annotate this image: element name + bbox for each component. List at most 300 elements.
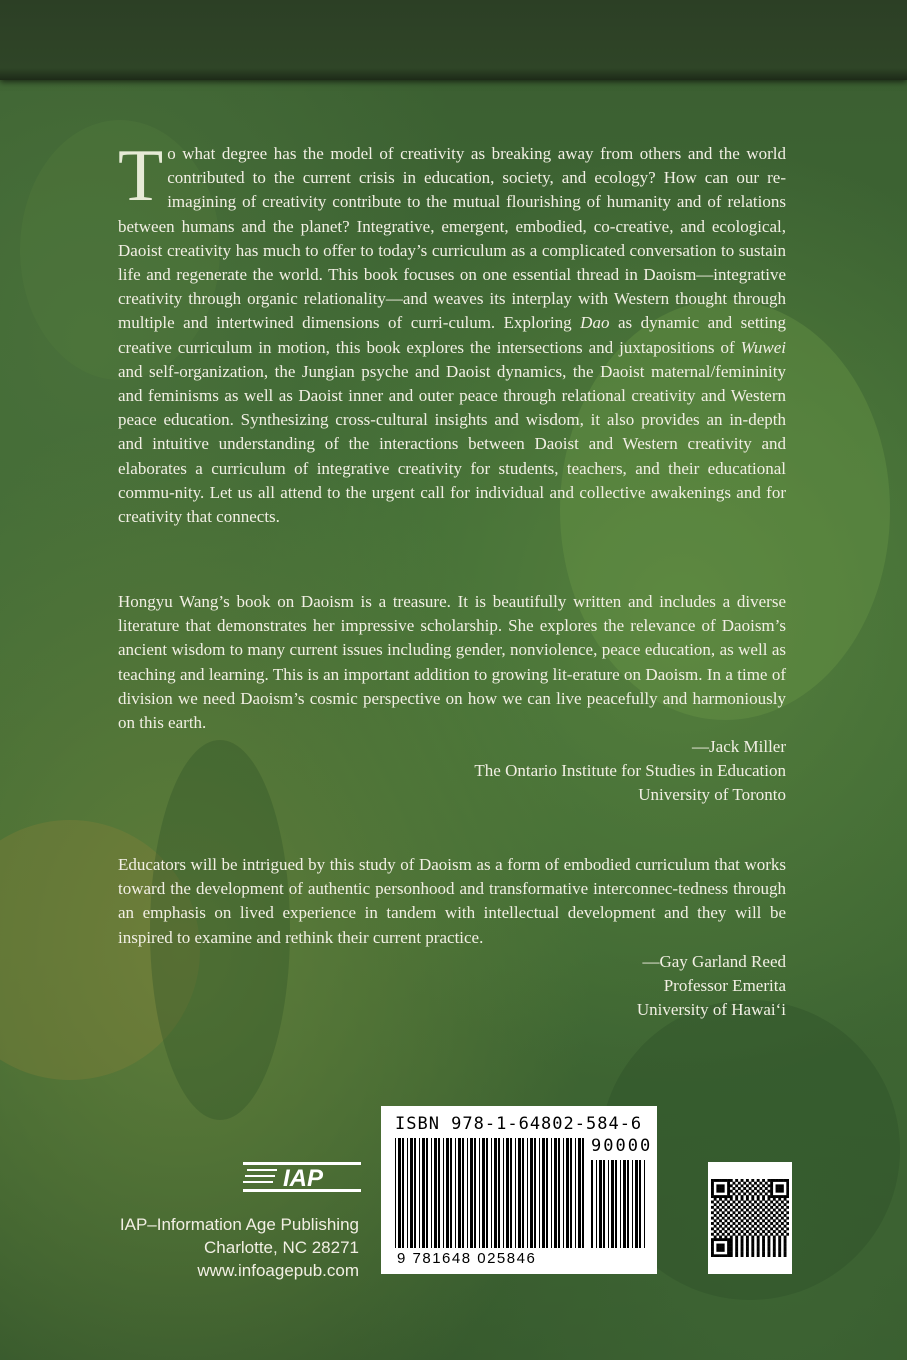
qr-module [773,1230,776,1233]
qr-module [778,1241,781,1244]
qr-module [759,1206,762,1209]
qr-module [784,1244,787,1247]
drop-cap: T [118,135,164,217]
qr-module [724,1195,727,1198]
qr-module [746,1225,749,1228]
qr-module [743,1211,746,1214]
top-band [0,0,907,80]
qr-module [762,1203,765,1206]
barcode-bar [566,1138,569,1248]
qr-module [781,1217,784,1220]
qr-module [741,1214,744,1217]
description-text: and self-organization, the Jungian psyche and Daoist dynamics, the Daoist maternal/femininity and feminisms as well as Daoist inner and outer peace through relational creativity and Western peace education. Synthesizing cross-cultural insights and wisdom, it also provides an in-depth and intuitive understanding of the interactions between Daoist and Western creativity and elaborates a curriculum of integrative creativity for students, teachers, and their educational commu-nity. Let us all attend to the urgent call for individual and collective awakenings and for creativity that connects. [118,361,786,527]
qr-module [724,1219,727,1222]
qr-module [730,1235,733,1238]
qr-module [735,1219,738,1222]
qr-module [767,1235,770,1238]
qr-module [778,1184,781,1187]
barcode-bar [570,1138,572,1248]
qr-module [765,1217,768,1220]
qr-module [786,1217,789,1220]
qr-module [730,1249,733,1252]
description-text: o what degree has the model of creativity as breaking away from others and the world contributed to the current crisis in education, society, and ecology? How can our re-imagining of creativity contribute to the mutual flourishing of humanity and of relations between humans and the planet? Integrative, emergent, embodied, co-creative, and ecological, Daoist creativity has much to offer to today’s curriculum as a complicated conversation to sustain life and regenerate the world. This book focuses on one essential thread in Daoism—integrative creativity through organic relationality—and weaves its interplay with Western thought through multiple and intertwined dimensions of curri-culum. Exploring [118,144,786,333]
qr-module [784,1238,787,1241]
qr-module [714,1195,717,1198]
qr-module [781,1227,784,1230]
qr-module [751,1246,754,1249]
qr-module [776,1206,779,1209]
barcode-bar [419,1138,420,1248]
qr-module [762,1249,765,1252]
qr-module [767,1198,770,1201]
barcode-bar [422,1138,425,1248]
ean-digits: 9 781648 025846 [397,1250,537,1267]
qr-module [741,1179,744,1182]
qr-module [743,1233,746,1236]
qr-module [784,1214,787,1217]
qr-module [757,1214,760,1217]
qr-module [767,1246,770,1249]
qr-module [738,1187,741,1190]
qr-module [784,1246,787,1249]
qr-module [724,1214,727,1217]
qr-module [711,1195,714,1198]
qr-module [762,1219,765,1222]
qr-module [781,1206,784,1209]
logo-text: IAP [283,1165,324,1192]
qr-module [743,1222,746,1225]
qr-module [711,1246,714,1249]
qr-module [759,1187,762,1190]
qr-module [730,1190,733,1193]
qr-module [743,1192,746,1195]
qr-module [757,1179,760,1182]
barcode-bar [611,1160,614,1248]
qr-module [719,1246,722,1249]
barcode-bar [482,1138,485,1248]
barcode-bar [450,1138,452,1248]
qr-module [781,1233,784,1236]
qr-module [776,1227,779,1230]
qr-module [757,1252,760,1255]
qr-module [716,1254,719,1257]
qr-module [730,1179,733,1182]
qr-module [784,1235,787,1238]
qr-module [719,1209,722,1212]
reviewer-affiliation: University of Toronto [638,785,786,805]
qr-module [770,1190,773,1193]
qr-module [727,1211,730,1214]
qr-module [778,1190,781,1193]
qr-module [714,1235,717,1238]
qr-module [776,1195,779,1198]
qr-module [778,1254,781,1257]
qr-module [722,1249,725,1252]
qr-module [754,1211,757,1214]
qr-module [778,1219,781,1222]
qr-module [754,1182,757,1185]
qr-module [767,1184,770,1187]
qr-module [749,1211,752,1214]
qr-module [738,1206,741,1209]
qr-module [762,1198,765,1201]
qr-module [754,1201,757,1204]
qr-module [724,1209,727,1212]
qr-module [749,1187,752,1190]
qr-module [727,1195,730,1198]
qr-module [741,1225,744,1228]
qr-module [730,1219,733,1222]
qr-module [730,1225,733,1228]
qr-module [749,1217,752,1220]
qr-module [770,1233,773,1236]
qr-module [719,1230,722,1233]
qr-module [714,1214,717,1217]
qr-module [733,1201,736,1204]
barcode-bar [426,1138,428,1248]
qr-module [776,1187,779,1190]
barcode-bars [395,1138,585,1248]
qr-module [741,1219,744,1222]
qr-module [733,1187,736,1190]
qr-module [751,1238,754,1241]
qr-module [786,1222,789,1225]
qr-module [754,1222,757,1225]
qr-module [767,1190,770,1193]
description-text: as dynamic and setting creative curriculum in motion, this book explores the intersections and juxtapositions of [118,313,786,357]
qr-module [759,1211,762,1214]
qr-module [714,1254,717,1257]
qr-module [733,1227,736,1230]
qr-module [724,1254,727,1257]
qr-module [762,1214,765,1217]
qr-module [781,1201,784,1204]
qr-module [730,1214,733,1217]
qr-module [722,1233,725,1236]
barcode-bar [398,1138,401,1248]
qr-module [716,1179,719,1182]
qr-module [711,1211,714,1214]
qr-module [770,1179,773,1182]
barcode-bar [635,1160,638,1248]
qr-module [784,1198,787,1201]
qr-module [735,1246,738,1249]
barcode-bar [491,1138,492,1248]
qr-module [730,1252,733,1255]
qr-module [735,1238,738,1241]
qr-module [784,1249,787,1252]
qr-module [757,1230,760,1233]
barcode-bar [615,1160,617,1248]
barcode-bar [575,1138,576,1248]
qr-module [757,1238,760,1241]
qr-module [716,1206,719,1209]
qr-module [738,1192,741,1195]
qr-module [743,1201,746,1204]
review-reed [118,853,786,1022]
qr-module [722,1222,725,1225]
qr-module [776,1233,779,1236]
qr-module [773,1252,776,1255]
qr-module [773,1225,776,1228]
qr-module [716,1201,719,1204]
qr-module [730,1244,733,1247]
qr-module [714,1209,717,1212]
qr-module [719,1184,722,1187]
qr-module [738,1201,741,1204]
qr-module [778,1203,781,1206]
qr-module [724,1230,727,1233]
qr-module [711,1206,714,1209]
barcode-bar [620,1160,621,1248]
qr-module [751,1225,754,1228]
qr-module [784,1252,787,1255]
qr-module [778,1225,781,1228]
qr-module [719,1244,722,1247]
qr-module [778,1214,781,1217]
barcode-bar [599,1160,602,1248]
qr-module [716,1187,719,1190]
qr-module [776,1211,779,1214]
qr-module [733,1182,736,1185]
qr-module [711,1192,714,1195]
qr-module [786,1184,789,1187]
qr-module [751,1198,754,1201]
qr-module [767,1241,770,1244]
qr-module [746,1241,749,1244]
qr-module [716,1190,719,1193]
qr-module [754,1187,757,1190]
qr-module [751,1184,754,1187]
barcode-bar [608,1160,609,1248]
qr-module [765,1187,768,1190]
qr-module [778,1198,781,1201]
qr-module [741,1190,744,1193]
qr-module [757,1254,760,1257]
qr-module [738,1227,741,1230]
qr-module [784,1209,787,1212]
reviewer-title: Professor Emerita [663,975,786,995]
qr-module [751,1209,754,1212]
barcode-bar [455,1138,456,1248]
qr-module [719,1238,722,1241]
qr-module [784,1203,787,1206]
qr-module [776,1217,779,1220]
barcode-bar [563,1138,564,1248]
qr-module [730,1238,733,1241]
qr-module [730,1195,733,1198]
qr-module [722,1211,725,1214]
qr-module [786,1195,789,1198]
barcode-bar [467,1138,468,1248]
barcode-bar [446,1138,449,1248]
barcode-bar [479,1138,480,1248]
barcode-bar [506,1138,509,1248]
qr-module [722,1206,725,1209]
qr-module [784,1230,787,1233]
barcode-bar [627,1160,629,1248]
qr-module [762,1254,765,1257]
qr-module [733,1192,736,1195]
barcode-bar [434,1138,437,1248]
qr-module [738,1233,741,1236]
qr-module [778,1244,781,1247]
qr-module [746,1246,749,1249]
qr-module [714,1198,717,1201]
qr-module [751,1203,754,1206]
qr-module [786,1201,789,1204]
qr-module [784,1179,787,1182]
qr-module [767,1219,770,1222]
qr-module [757,1225,760,1228]
qr-module [719,1187,722,1190]
barcode-bar [578,1138,581,1248]
qr-module [765,1211,768,1214]
qr-module [757,1203,760,1206]
qr-module [727,1206,730,1209]
barcode-bar [522,1138,524,1248]
qr-module [781,1195,784,1198]
qr-module [762,1235,765,1238]
qr-module [781,1184,784,1187]
qr-module [776,1179,779,1182]
barcode-bar [458,1138,461,1248]
qr-module [786,1233,789,1236]
qr-module [751,1219,754,1222]
qr-module [741,1195,744,1198]
book-description [118,135,786,529]
qr-module [735,1249,738,1252]
barcode-bar [470,1138,473,1248]
qr-module [730,1254,733,1257]
qr-module [714,1219,717,1222]
qr-module [746,1230,749,1233]
qr-module [784,1241,787,1244]
qr-module [754,1206,757,1209]
qr-module [786,1179,789,1182]
qr-module [786,1187,789,1190]
qr-module [749,1182,752,1185]
qr-module [722,1187,725,1190]
qr-module [727,1254,730,1257]
qr-module [767,1225,770,1228]
qr-module [735,1179,738,1182]
barcode-bar [603,1160,605,1248]
qr-module [716,1244,719,1247]
qr-module [778,1246,781,1249]
qr-module [716,1233,719,1236]
qr-module [716,1246,719,1249]
qr-module [751,1235,754,1238]
qr-module [773,1195,776,1198]
qr-module [719,1198,722,1201]
qr-module [733,1233,736,1236]
qr-module [735,1254,738,1257]
barcode-bar [431,1138,432,1248]
qr-module [727,1246,730,1249]
qr-module [711,1252,714,1255]
qr-module [786,1190,789,1193]
qr-module [727,1192,730,1195]
qr-module [746,1203,749,1206]
qr-module [757,1184,760,1187]
barcode-bar [407,1138,408,1248]
qr-module [711,1227,714,1230]
isbn-barcode [381,1106,657,1274]
qr-module [741,1203,744,1206]
qr-module [719,1195,722,1198]
qr-module [749,1206,752,1209]
qr-module [767,1209,770,1212]
qr-module [759,1227,762,1230]
qr-module [722,1227,725,1230]
qr-module [767,1179,770,1182]
qr-module [730,1241,733,1244]
qr-module [767,1254,770,1257]
qr-module [743,1182,746,1185]
qr-module [746,1219,749,1222]
reviewer-affiliation: The Ontario Institute for Studies in Education [474,761,786,781]
review-text: Hongyu Wang’s book on Daoism is a treasure. It is beautifully written and includes a diverse literature that demonstrates her impressive scholarship. She explores the relevance of Daoism’s ancient wisdom to many current issues including gender, nonviolence, peace education, as well as teaching and learning. This is an important addition to growing lit-erature on Daoism. In a time of division we need Daoism’s cosmic perspective on how we can live peacefully and harmoniously on this earth. [118,592,786,733]
barcode-bar [596,1160,597,1248]
qr-module [751,1230,754,1233]
qr-module [749,1227,752,1230]
qr-module [746,1249,749,1252]
qr-module [719,1225,722,1228]
qr-module [765,1182,768,1185]
qr-module [770,1227,773,1230]
qr-module [776,1190,779,1193]
qr-module [773,1198,776,1201]
qr-module [749,1201,752,1204]
qr-module [770,1195,773,1198]
qr-code-pattern [711,1179,789,1257]
qr-module [722,1246,725,1249]
qr-module [727,1179,730,1182]
qr-module [727,1249,730,1252]
qr-module [749,1192,752,1195]
qr-module [773,1241,776,1244]
qr-module [781,1211,784,1214]
qr-module [773,1219,776,1222]
qr-module [765,1206,768,1209]
qr-module [762,1225,765,1228]
qr-module [767,1249,770,1252]
qr-module [735,1203,738,1206]
qr-module [757,1249,760,1252]
qr-module [778,1238,781,1241]
qr-module [746,1209,749,1212]
qr-module [746,1195,749,1198]
qr-module [722,1254,725,1257]
qr-module [727,1227,730,1230]
qr-module [765,1201,768,1204]
qr-module [751,1249,754,1252]
qr-module [765,1227,768,1230]
barcode-bar [554,1138,557,1248]
review-attribution [118,735,786,807]
reviewer-affiliation: University of Hawai‘i [636,999,786,1019]
qr-module [757,1190,760,1193]
qr-module [719,1254,722,1257]
qr-module [773,1254,776,1257]
qr-module [727,1252,730,1255]
qr-module [773,1235,776,1238]
qr-module [767,1214,770,1217]
qr-module [757,1195,760,1198]
iap-logo [243,1160,361,1194]
qr-module [751,1254,754,1257]
